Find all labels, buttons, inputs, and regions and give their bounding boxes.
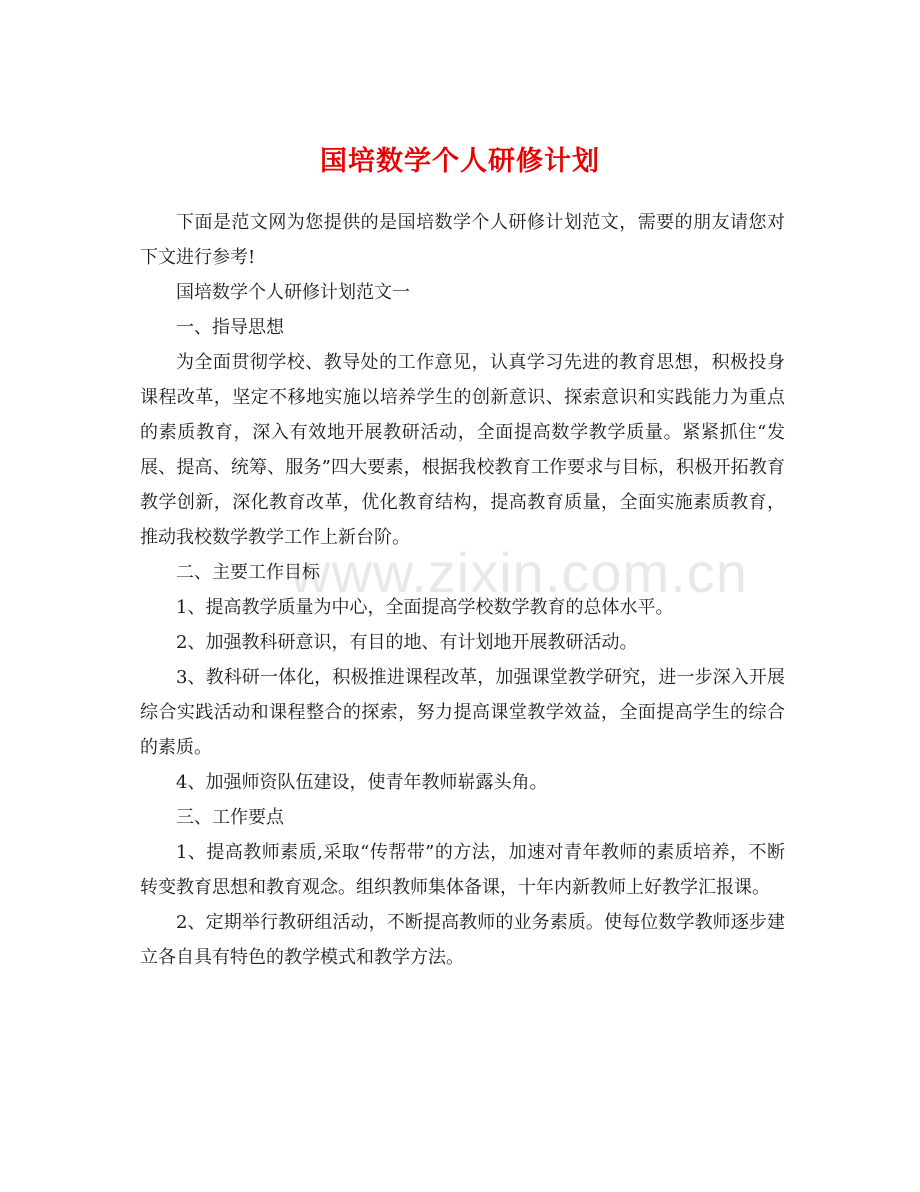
watermark-text: www.zixin.com.cn: [290, 541, 748, 604]
section-heading-main-goals: 二、主要工作目标: [176, 562, 320, 583]
paragraph-intro: 下面是范文网为您提供的是国培数学个人研修计划范文，需要的朋友请您对下文进行参考!: [140, 212, 785, 268]
list-item-goal-4: 4、加强师资队伍建设，使青年教师崭露头角。: [176, 772, 548, 793]
paragraph-sample-heading: 国培数学个人研修计划范文一: [176, 282, 410, 303]
document-title: 国培数学个人研修计划: [320, 146, 600, 178]
paragraph-guiding-ideology: 为全面贯彻学校、教导处的工作意见，认真学习先进的教育思想，积极投身课程改革，坚定不移地实施以培养学生的创新意识、探索意识和实践能力为重点的素质教育，深入有效地开展教研活动，全面提高数学教学质量。紧紧抓住“发展、提高、统筹、服务”四大要素，根据我校教育工作要求与目标，积极开拓教育教学创新，深化教育改革，优化教育结构，提高教育质量，全面实施素质教育，推动我校数学教学工作上新台阶。: [140, 352, 785, 548]
list-item-goal-1: 1、提高教学质量为中心，全面提高学校数学教育的总体水平。: [176, 597, 674, 618]
list-item-goal-3: 3、教科研一体化，积极推进课程改革，加强课堂教学研究，进一步深入开展综合实践活动和课程整合的探索，努力提高课堂教学效益，全面提高学生的综合的素质。: [140, 667, 785, 758]
section-heading-key-points: 三、工作要点: [176, 807, 284, 828]
section-heading-guiding-ideology: 一、指导思想: [176, 317, 284, 338]
list-item-point-1: 1、提高教师素质,采取“传帮带”的方法，加速对青年教师的素质培养，不断转变教育思想和教育观念。组织教师集体备课，十年内新教师上好教学汇报课。: [140, 842, 785, 898]
list-item-goal-2: 2、加强教科研意识，有目的地、有计划地开展教研活动。: [176, 632, 638, 653]
list-item-point-2: 2、定期举行教研组活动，不断提高教师的业务素质。使每位数学教师逐步建立各自具有特色的教学模式和教学方法。: [140, 912, 785, 968]
